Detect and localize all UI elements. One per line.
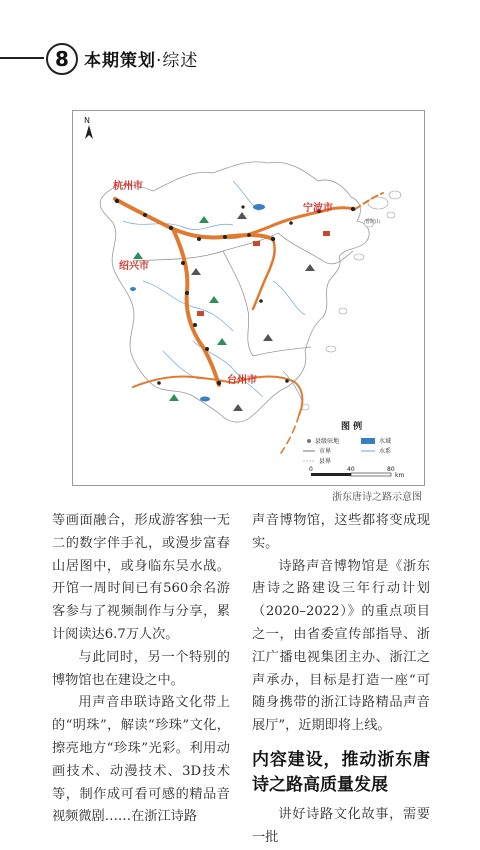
left-column [52,510,230,829]
left-paragraph-1: 等画面融合，形成游客独一无二的数字伴手礼，或漫步富春山居图中，或身临东吴水战。开馆一周时间已有560余名游客参与了视频制作与分享，累计阅读达6.7万人次。 [52,513,230,642]
page-header [0,40,480,76]
map-svg [73,111,424,485]
city-label-shaoxing: 绍兴市 [119,261,149,272]
city-label-taizhou: 台州市 [227,375,257,386]
legend-water: 水域 [379,438,392,445]
page-number: 8 [46,43,78,75]
section-heading: 内容建设，推动浙东唐诗之路高质量发展 [252,749,430,795]
scale-tick-80: 80 [387,466,395,473]
legend-county-icon [307,439,311,443]
scale-tick-40: 40 [347,466,355,473]
mountain-label: 普陀山 [365,219,381,225]
right-paragraph-2: 诗路声音博物馆是《浙东唐诗之路建设三年行动计划（2020–2022）》的重点项目之一，由省委宣传部指导、浙江广播电视集团主办、浙江之声承办，目标是打造一座“可随身携带的浙江诗路精品声音展厅”，近期即将上线。 [252,558,430,734]
route-map [72,110,425,486]
city-label-ningbo: 宁波市 [303,203,333,214]
north-label: N [84,116,90,125]
right-column [252,510,430,850]
legend-title: 图 例 [341,422,363,432]
city-label-hangzhou: 杭州市 [113,181,143,192]
legend-county: 县级驻地 [315,438,340,445]
north-arrow-icon [84,116,93,139]
legend-river: 水系 [379,448,392,455]
scale-tick-0: 0 [309,466,313,473]
legend-county-boundary: 县界 [319,458,332,465]
legend-water-icon [361,438,375,444]
section-name: 本期策划 [84,51,156,71]
scale-unit: km [395,472,405,479]
right-paragraph-1: 声音博物馆，这些都将变成现实。 [252,513,430,551]
scale-bar [309,466,404,479]
left-paragraph-2: 与此同时，另一个特别的博物馆也在建设之中。 [52,649,230,688]
left-paragraph-3: 用声音串联诗路文化带上的“明珠”，解读“珍珠”文化，擦亮地方“珍珠”光彩。利用动画技术、动漫技术、3D技术等，制作成可看可感的精品音视频微剧……在浙江诗路 [52,695,230,825]
legend-city-boundary: 市界 [319,448,332,455]
right-paragraph-3: 讲好诗路文化故事，需要一批 [252,806,430,845]
section-subtitle: ·综述 [156,51,199,71]
map-caption: 浙东唐诗之路示意图 [332,492,422,503]
header-rule [0,57,44,59]
section-title [84,46,198,71]
map-legend [303,420,391,465]
